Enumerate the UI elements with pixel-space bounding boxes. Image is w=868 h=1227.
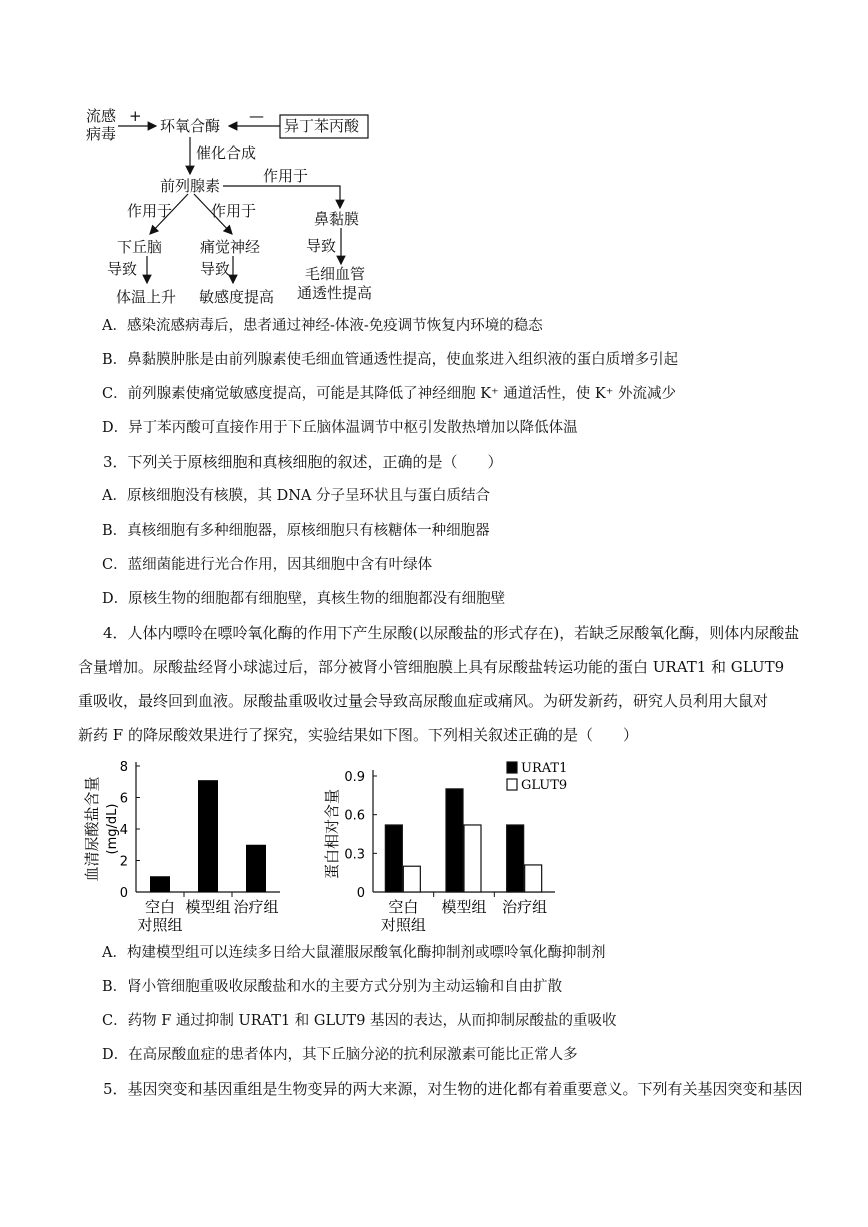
x-tick-label: 模型组 (441, 898, 487, 916)
acts-on-label-right: 作用于 (211, 202, 257, 220)
q3-option-b: B．真核细胞有多种细胞器，原核细胞只有核糖体一种细胞器 (102, 523, 490, 539)
x-tick-label: 空白 (144, 898, 176, 916)
capillary-label-2: 通透性提高 (297, 284, 373, 302)
cause-label-pain: 导致 (200, 260, 231, 278)
q3-option-d: D．原核生物的细胞都有细胞壁，真核生物的细胞都没有细胞壁 (102, 591, 506, 607)
body-temp-label: 体温上升 (116, 288, 177, 306)
pain-nerve-label: 痛觉神经 (200, 238, 261, 256)
acts-on-label-left: 作用于 (127, 202, 173, 220)
bar-GLUT9-0 (403, 866, 420, 892)
q2-option-d: D．异丁苯丙酸可直接作用于下丘脑体温调节中枢引发散热增加以降低体温 (102, 420, 578, 436)
y-axis-label: 血清尿酸盐含量 (83, 776, 101, 882)
chart-protein-content (315, 752, 575, 942)
q2-option-b: B．鼻黏膜肿胀是由前列腺素使毛细血管通透性提高，使血浆进入组织液的蛋白质增多引起 (102, 352, 679, 368)
y-tick-label: 0.6 (344, 808, 365, 824)
chart-serum-urate (80, 752, 300, 942)
q3-option-a: A．原核细胞没有核膜，其 DNA 分子呈环状且与蛋白质结合 (102, 488, 490, 504)
legend-swatch-URAT1 (507, 762, 517, 773)
q4-option-c: C．药物 F 通过抑制 URAT1 和 GLUT9 基因的表达，从而抑制尿酸盐的重吸收 (102, 1013, 617, 1029)
q3-option-c: C．蓝细菌能进行光合作用，因其细胞中含有叶绿体 (102, 557, 433, 573)
drug-label: 异丁苯丙酸 (284, 117, 360, 135)
x-tick-label: 模型组 (185, 898, 231, 916)
enzyme-label: 环氧合酶 (160, 117, 221, 135)
q4-stem-line-3: 重吸收，最终回到血液。尿酸盐重吸收过量会导致高尿酸血症或痛风。为研发新药，研究人员利用大鼠对 (78, 692, 769, 710)
q3-stem: 3．下列关于原核细胞和真核细胞的叙述，正确的是（ ） (103, 453, 503, 471)
minus-sign: — (249, 107, 264, 125)
bar-URAT1-2 (507, 825, 524, 892)
x-tick-label: 治疗组 (233, 898, 279, 916)
q5-stem: 5．基因突变和基因重组是生物变异的两大来源，对生物的进化都有着重要意义。下列有关基因突变和基因 (103, 1080, 803, 1098)
x-tick-label: 对照组 (137, 916, 183, 934)
q4-stem-line-4: 新药 F 的降尿酸效果进行了探究，实验结果如下图。下列相关叙述正确的是（ ） (78, 726, 638, 744)
sensitivity-label: 敏感度提高 (199, 288, 275, 306)
cause-label-nasal: 导致 (306, 237, 337, 255)
bar-URAT1-0 (385, 825, 402, 892)
q2-option-a: A．感染流感病毒后，患者通过神经-体液-免疫调节恢复内环境的稳态 (102, 318, 543, 334)
y-tick-label: 0 (356, 886, 365, 901)
y-tick-label: 0.3 (344, 847, 365, 863)
y-axis-label: 蛋白相对含量 (323, 788, 341, 880)
bar-0 (150, 876, 170, 892)
y-tick-label: 6 (119, 791, 128, 807)
y-tick-label: 0.9 (344, 770, 365, 785)
y-tick-label: 8 (119, 760, 128, 775)
y-tick-label: 4 (119, 823, 128, 838)
q2-option-c: C．前列腺素使痛觉敏感度提高，可能是其降低了神经细胞 K⁺ 通道活性，使 K⁺ 外流减少 (102, 386, 676, 402)
cause-label-hypothalamus: 导致 (107, 260, 138, 278)
q4-option-b: B．肾小管细胞重吸收尿酸盐和水的主要方式分别为主动运输和自由扩散 (102, 979, 563, 995)
bar-1 (198, 780, 218, 892)
nasal-mucosa-label: 鼻黏膜 (314, 210, 360, 228)
y-tick-label: 0 (119, 886, 128, 901)
bar-GLUT9-2 (525, 865, 542, 892)
catalyze-label: 催化合成 (196, 144, 257, 162)
y-tick-label: 2 (119, 854, 128, 870)
q4-stem-line-2: 含量增加。尿酸盐经肾小球滤过后，部分被肾小管细胞膜上具有尿酸盐转运功能的蛋白 URAT1 和 GLUT9 (78, 658, 785, 676)
plus-sign: + (129, 107, 142, 125)
legend-label-GLUT9: GLUT9 (521, 778, 568, 793)
q4-option-a: A．构建模型组可以连续多日给大鼠灌服尿酸氧化酶抑制剂或嘌呤氧化酶抑制剂 (102, 945, 606, 961)
legend-label-URAT1: URAT1 (521, 761, 568, 776)
legend-swatch-GLUT9 (507, 779, 517, 790)
bar-GLUT9-1 (464, 825, 481, 892)
q4-option-d: D．在高尿酸血症的患者体内，其下丘脑分泌的抗利尿激素可能比正常人多 (102, 1047, 578, 1063)
capillary-label: 毛细血管 (305, 265, 366, 283)
prostaglandin-label: 前列腺素 (160, 177, 221, 195)
x-tick-label: 治疗组 (502, 898, 548, 916)
x-tick-label: 空白 (388, 898, 419, 916)
acts-on-label-top: 作用于 (263, 167, 309, 185)
q4-stem-line-1: 4．人体内嘌呤在嘌呤氧化酶的作用下产生尿酸(以尿酸盐的形式存在)，若缺乏尿酸氧化酶，则体内尿酸盐 (103, 624, 800, 642)
flu-virus-label: 流感 (86, 107, 117, 125)
x-tick-label: 对照组 (380, 916, 426, 934)
flu-virus-label-2: 病毒 (86, 125, 117, 143)
y-axis-unit: (mg/dL) (105, 803, 120, 855)
bar-2 (246, 845, 266, 892)
hypothalamus-label: 下丘脑 (117, 238, 163, 256)
bar-URAT1-1 (446, 789, 463, 892)
